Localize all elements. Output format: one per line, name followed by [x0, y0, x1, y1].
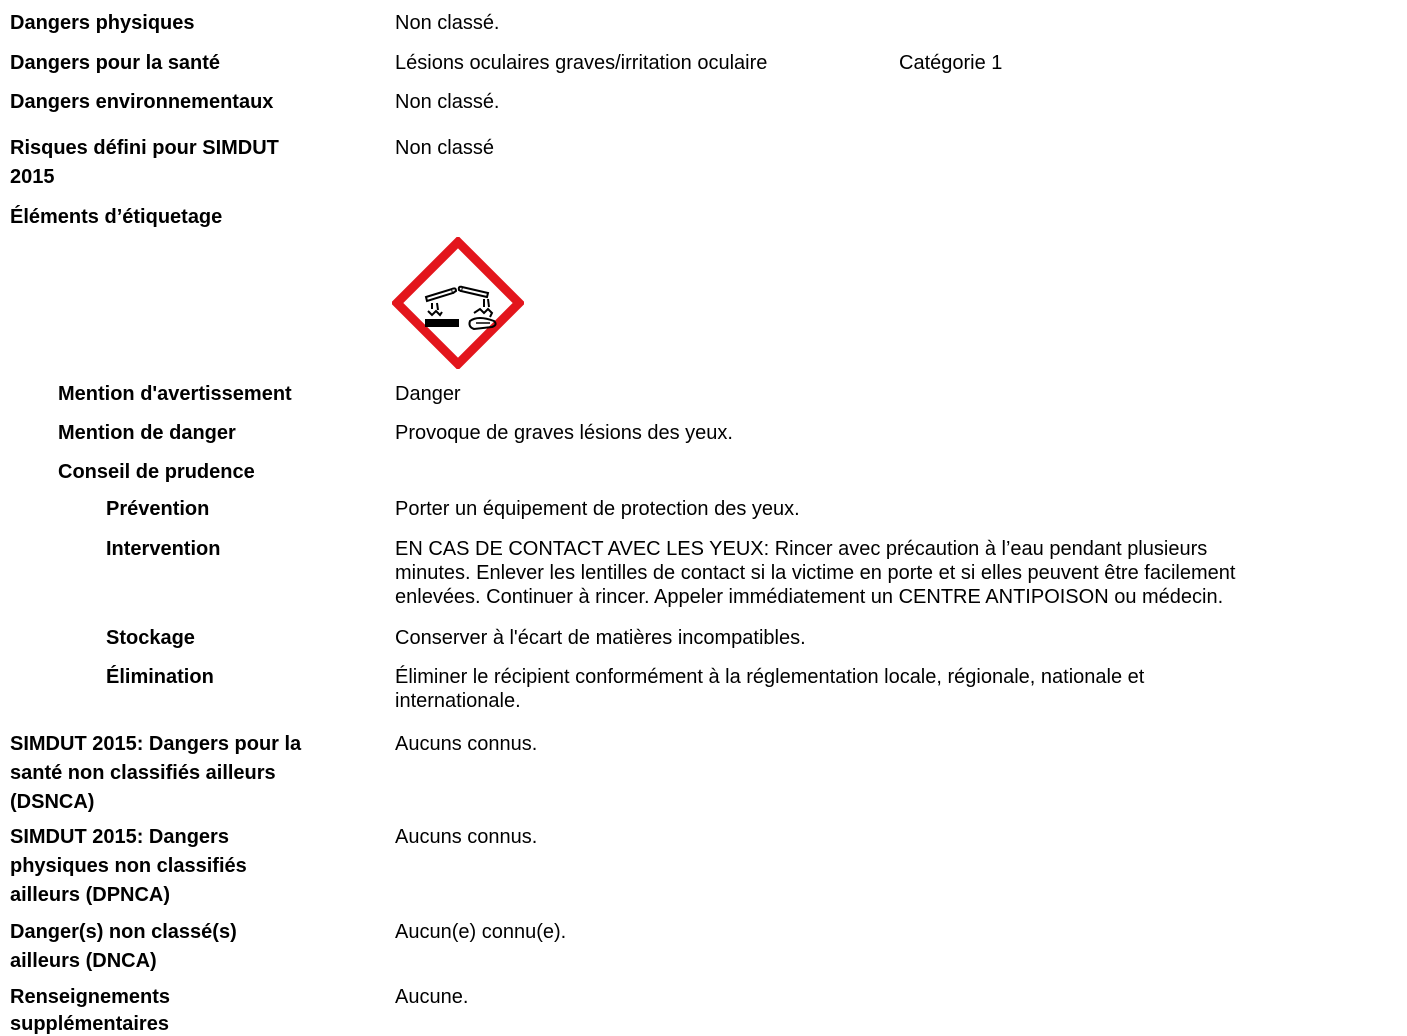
phnoc-label-line: SIMDUT 2015: Dangers	[10, 826, 229, 848]
signal-word-value: Danger	[395, 383, 461, 405]
environmental-hazards-value: Non classé.	[395, 91, 500, 113]
signal-word-label: Mention d'avertissement	[58, 383, 292, 405]
simdut-hazards-label-line1: Risques défini pour SIMDUT	[10, 137, 279, 159]
storage-value: Conserver à l'écart de matières incompatibles.	[395, 627, 806, 649]
dnca-label-line: Danger(s) non classé(s)	[10, 921, 237, 943]
environmental-hazards-label: Dangers environnementaux	[10, 91, 274, 113]
health-hazards-label: Dangers pour la santé	[10, 52, 221, 74]
hnoc-value: Aucuns connus.	[395, 733, 538, 755]
supplemental-info-label-line: Renseignements	[10, 986, 171, 1008]
supplemental-info-value: Aucune.	[395, 986, 469, 1008]
hnoc-label-line: SIMDUT 2015: Dangers pour la	[10, 733, 302, 755]
response-label: Intervention	[106, 538, 221, 560]
hnoc-label-line: santé non classifiés ailleurs	[10, 762, 276, 784]
simdut-hazards-value: Non classé	[395, 137, 494, 159]
response-line: enlevées. Continuer à rincer. Appeler immédiatement un CENTRE ANTIPOISON ou médecin.	[395, 586, 1224, 608]
simdut-hazards-label-line2: 2015	[10, 166, 55, 188]
phnoc-label-line: physiques non classifiés	[10, 855, 247, 877]
health-hazards-category: Catégorie 1	[899, 52, 1003, 74]
prevention-value: Porter un équipement de protection des yeux.	[395, 498, 800, 520]
hazard-statement-value: Provoque de graves lésions des yeux.	[395, 422, 733, 444]
dnca-value: Aucun(e) connu(e).	[395, 921, 567, 943]
disposal-label: Élimination	[106, 666, 214, 688]
storage-label: Stockage	[106, 627, 195, 649]
prevention-label: Prévention	[106, 498, 210, 520]
supplemental-info-label-line: supplémentaires	[10, 1013, 169, 1035]
phnoc-value: Aucuns connus.	[395, 826, 538, 848]
corrosion-pictogram-icon	[392, 237, 524, 369]
disposal-line: Éliminer le récipient conformément à la réglementation locale, régionale, nationale et	[395, 666, 1145, 688]
phnoc-label-line: ailleurs (DPNCA)	[10, 884, 171, 906]
physical-hazards-value: Non classé.	[395, 12, 500, 34]
dnca-label-line: ailleurs (DNCA)	[10, 950, 157, 972]
hnoc-label-line: (DSNCA)	[10, 791, 95, 813]
health-hazards-value: Lésions oculaires graves/irritation oculaire	[395, 52, 768, 74]
response-line: minutes. Enlever les lentilles de contact si la victime en porte et si elles peuvent être facilement	[395, 562, 1236, 584]
precautionary-statements-heading: Conseil de prudence	[58, 461, 255, 483]
response-line: EN CAS DE CONTACT AVEC LES YEUX: Rincer avec précaution à l’eau pendant plusieurs	[395, 538, 1208, 560]
physical-hazards-label: Dangers physiques	[10, 12, 195, 34]
label-elements-heading: Éléments d’étiquetage	[10, 206, 223, 228]
disposal-line: internationale.	[395, 690, 521, 712]
hazard-statement-label: Mention de danger	[58, 422, 236, 444]
